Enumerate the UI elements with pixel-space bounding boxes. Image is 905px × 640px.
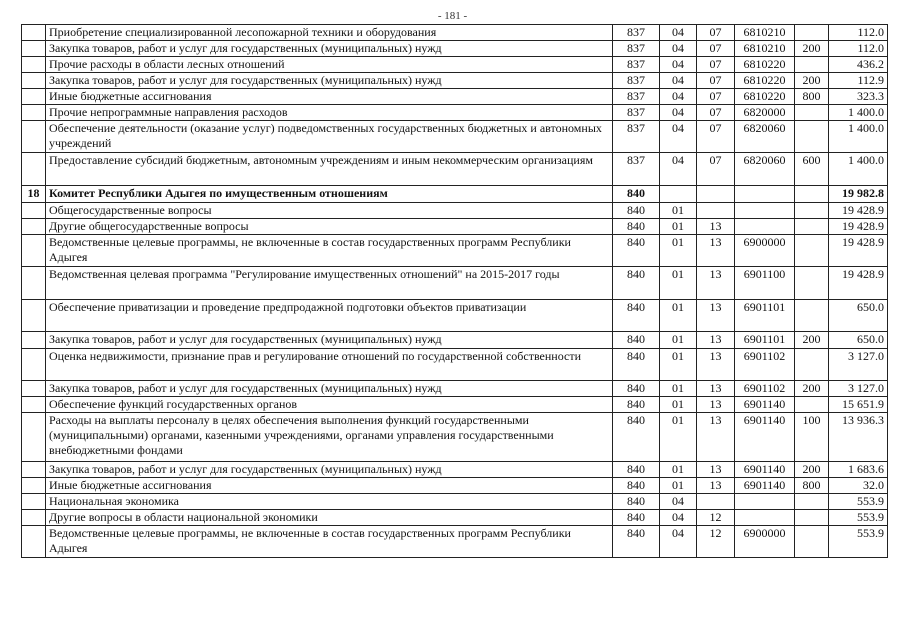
section-code-cell: 01	[660, 332, 697, 349]
amount-cell: 1 400.0	[829, 121, 888, 153]
target-article-code-cell: 6810220	[735, 89, 795, 105]
section-code-cell: 04	[660, 25, 697, 41]
department-code-cell: 840	[613, 397, 660, 413]
table-row	[22, 349, 888, 381]
amount-cell: 650.0	[829, 332, 888, 349]
expense-type-code-cell	[795, 235, 829, 267]
expense-type-code-cell	[795, 57, 829, 73]
subsection-code-cell: 13	[697, 219, 735, 235]
amount-cell: 19 428.9	[829, 203, 888, 219]
department-code-cell: 837	[613, 73, 660, 89]
table-row	[22, 89, 888, 105]
subsection-code-cell: 07	[697, 25, 735, 41]
row-number-cell	[22, 397, 46, 413]
expense-type-code-cell	[795, 300, 829, 332]
item-name-cell: Прочие расходы в области лесных отношений	[46, 57, 613, 73]
expense-type-code-cell: 800	[795, 89, 829, 105]
target-article-code-cell	[735, 219, 795, 235]
expense-type-code-cell	[795, 105, 829, 121]
amount-cell: 13 936.3	[829, 413, 888, 462]
amount-cell: 436.2	[829, 57, 888, 73]
row-number-cell	[22, 349, 46, 381]
amount-cell: 15 651.9	[829, 397, 888, 413]
expense-type-code-cell: 600	[795, 153, 829, 186]
expense-type-code-cell: 200	[795, 41, 829, 57]
table-row	[22, 332, 888, 349]
table-row	[22, 235, 888, 267]
table-row	[22, 153, 888, 186]
section-code-cell: 01	[660, 349, 697, 381]
expense-type-code-cell	[795, 397, 829, 413]
row-number-cell	[22, 41, 46, 57]
item-name-cell: Закупка товаров, работ и услуг для государственных (муниципальных) нужд	[46, 381, 613, 397]
row-number-cell	[22, 121, 46, 153]
table-row	[22, 462, 888, 478]
row-number-cell	[22, 235, 46, 267]
item-name-cell: Приобретение специализированной лесопожарной техники и оборудования	[46, 25, 613, 41]
amount-cell: 112.0	[829, 25, 888, 41]
subsection-code-cell: 07	[697, 41, 735, 57]
target-article-code-cell: 6900000	[735, 526, 795, 558]
item-name-cell: Закупка товаров, работ и услуг для государственных (муниципальных) нужд	[46, 41, 613, 57]
item-name-cell: Комитет Республики Адыгея по имущественным отношениям	[46, 186, 613, 203]
amount-cell: 323.3	[829, 89, 888, 105]
section-code-cell: 04	[660, 526, 697, 558]
subsection-code-cell: 07	[697, 105, 735, 121]
amount-cell: 1 400.0	[829, 153, 888, 186]
subsection-code-cell: 07	[697, 57, 735, 73]
subsection-code-cell	[697, 203, 735, 219]
item-name-cell: Расходы на выплаты персоналу в целях обеспечения выполнения функций государственными (муниципальными) органами, казенными учреждениями, органами управления государственными внебюджетными фондами	[46, 413, 613, 462]
section-code-cell: 01	[660, 413, 697, 462]
amount-cell: 553.9	[829, 494, 888, 510]
expense-type-code-cell	[795, 121, 829, 153]
section-code-cell: 01	[660, 203, 697, 219]
amount-cell: 650.0	[829, 300, 888, 332]
target-article-code-cell: 6901102	[735, 381, 795, 397]
section-code-cell: 04	[660, 57, 697, 73]
department-code-cell: 837	[613, 89, 660, 105]
expense-type-code-cell: 200	[795, 332, 829, 349]
section-code-cell: 01	[660, 478, 697, 494]
subsection-code-cell: 13	[697, 478, 735, 494]
target-article-code-cell: 6901140	[735, 397, 795, 413]
department-code-cell: 840	[613, 349, 660, 381]
department-code-cell: 837	[613, 41, 660, 57]
subsection-code-cell: 13	[697, 349, 735, 381]
department-code-cell: 840	[613, 526, 660, 558]
target-article-code-cell: 6901100	[735, 267, 795, 300]
expense-type-code-cell	[795, 203, 829, 219]
department-code-cell: 840	[613, 413, 660, 462]
target-article-code-cell: 6901101	[735, 300, 795, 332]
target-article-code-cell: 6820060	[735, 121, 795, 153]
subsection-code-cell: 12	[697, 510, 735, 526]
department-code-cell: 840	[613, 494, 660, 510]
section-code-cell: 01	[660, 267, 697, 300]
target-article-code-cell: 6810210	[735, 25, 795, 41]
table-row	[22, 105, 888, 121]
target-article-code-cell	[735, 510, 795, 526]
row-number-cell	[22, 57, 46, 73]
table-row	[22, 478, 888, 494]
item-name-cell: Национальная экономика	[46, 494, 613, 510]
expense-type-code-cell	[795, 25, 829, 41]
item-name-cell: Обеспечение функций государственных органов	[46, 397, 613, 413]
subsection-code-cell: 07	[697, 153, 735, 186]
section-code-cell: 04	[660, 494, 697, 510]
item-name-cell: Обеспечение деятельности (оказание услуг) подведомственных государственных бюджетных и автономных учреждений	[46, 121, 613, 153]
department-code-cell: 840	[613, 203, 660, 219]
subsection-code-cell: 13	[697, 332, 735, 349]
department-code-cell: 840	[613, 510, 660, 526]
section-code-cell: 04	[660, 510, 697, 526]
section-code-cell: 01	[660, 397, 697, 413]
item-name-cell: Прочие непрограммные направления расходов	[46, 105, 613, 121]
expense-type-code-cell	[795, 494, 829, 510]
target-article-code-cell	[735, 186, 795, 203]
row-number-cell	[22, 462, 46, 478]
row-number-cell	[22, 25, 46, 41]
department-code-cell: 837	[613, 105, 660, 121]
item-name-cell: Другие общегосударственные вопросы	[46, 219, 613, 235]
amount-cell: 1 683.6	[829, 462, 888, 478]
subsection-code-cell: 12	[697, 526, 735, 558]
target-article-code-cell: 6901101	[735, 332, 795, 349]
row-number-cell	[22, 332, 46, 349]
row-number-cell	[22, 73, 46, 89]
expense-type-code-cell: 200	[795, 381, 829, 397]
table-row	[22, 25, 888, 41]
row-number-cell	[22, 494, 46, 510]
target-article-code-cell: 6901140	[735, 478, 795, 494]
subsection-code-cell: 07	[697, 89, 735, 105]
department-code-cell: 840	[613, 267, 660, 300]
department-code-cell: 837	[613, 121, 660, 153]
budget-table	[21, 24, 888, 558]
department-code-cell: 840	[613, 300, 660, 332]
target-article-code-cell: 6901102	[735, 349, 795, 381]
section-code-cell: 01	[660, 235, 697, 267]
amount-cell: 19 428.9	[829, 235, 888, 267]
department-code-cell: 840	[613, 235, 660, 267]
section-code-cell: 04	[660, 89, 697, 105]
row-number-cell	[22, 219, 46, 235]
item-name-cell: Ведомственная целевая программа "Регулирование имущественных отношений" на 2015-2017 годы	[46, 267, 613, 300]
target-article-code-cell: 6901140	[735, 462, 795, 478]
amount-cell: 553.9	[829, 510, 888, 526]
table-row	[22, 510, 888, 526]
item-name-cell: Закупка товаров, работ и услуг для государственных (муниципальных) нужд	[46, 332, 613, 349]
department-code-cell: 840	[613, 462, 660, 478]
expense-type-code-cell: 800	[795, 478, 829, 494]
section-code-cell: 04	[660, 73, 697, 89]
amount-cell: 19 428.9	[829, 267, 888, 300]
item-name-cell: Общегосударственные вопросы	[46, 203, 613, 219]
item-name-cell: Закупка товаров, работ и услуг для государственных (муниципальных) нужд	[46, 462, 613, 478]
table-row	[22, 267, 888, 300]
target-article-code-cell: 6901140	[735, 413, 795, 462]
amount-cell: 553.9	[829, 526, 888, 558]
table-row	[22, 186, 888, 203]
subsection-code-cell: 07	[697, 121, 735, 153]
department-code-cell: 837	[613, 153, 660, 186]
department-code-cell: 840	[613, 332, 660, 349]
row-number-cell	[22, 300, 46, 332]
table-row	[22, 57, 888, 73]
row-number-cell: 18	[22, 186, 46, 203]
item-name-cell: Обеспечение приватизации и проведение предпродажной подготовки объектов приватизации	[46, 300, 613, 332]
section-code-cell: 01	[660, 300, 697, 332]
expense-type-code-cell	[795, 526, 829, 558]
amount-cell: 19 428.9	[829, 219, 888, 235]
row-number-cell	[22, 478, 46, 494]
section-code-cell: 04	[660, 153, 697, 186]
table-row	[22, 526, 888, 558]
section-code-cell: 04	[660, 121, 697, 153]
target-article-code-cell	[735, 203, 795, 219]
row-number-cell	[22, 381, 46, 397]
department-code-cell: 840	[613, 219, 660, 235]
subsection-code-cell	[697, 494, 735, 510]
expense-type-code-cell: 100	[795, 413, 829, 462]
section-code-cell	[660, 186, 697, 203]
page-number: - 181 -	[437, 10, 468, 22]
row-number-cell	[22, 267, 46, 300]
section-code-cell: 04	[660, 41, 697, 57]
expense-type-code-cell: 200	[795, 462, 829, 478]
row-number-cell	[22, 203, 46, 219]
section-code-cell: 01	[660, 381, 697, 397]
table-row	[22, 413, 888, 462]
table-row	[22, 494, 888, 510]
expense-type-code-cell	[795, 349, 829, 381]
item-name-cell: Предоставление субсидий бюджетным, автономным учреждениям и иным некоммерческим организациям	[46, 153, 613, 186]
item-name-cell: Ведомственные целевые программы, не включенные в состав государственных программ Республики Адыгея	[46, 526, 613, 558]
subsection-code-cell: 13	[697, 462, 735, 478]
department-code-cell: 837	[613, 25, 660, 41]
section-code-cell: 01	[660, 462, 697, 478]
row-number-cell	[22, 526, 46, 558]
item-name-cell: Ведомственные целевые программы, не включенные в состав государственных программ Республики Адыгея	[46, 235, 613, 267]
table-row	[22, 397, 888, 413]
table-row	[22, 219, 888, 235]
department-code-cell: 840	[613, 478, 660, 494]
row-number-cell	[22, 413, 46, 462]
section-code-cell: 04	[660, 105, 697, 121]
department-code-cell: 837	[613, 57, 660, 73]
amount-cell: 112.0	[829, 41, 888, 57]
table-row	[22, 203, 888, 219]
subsection-code-cell: 07	[697, 73, 735, 89]
amount-cell: 3 127.0	[829, 349, 888, 381]
target-article-code-cell: 6900000	[735, 235, 795, 267]
subsection-code-cell: 13	[697, 267, 735, 300]
row-number-cell	[22, 89, 46, 105]
amount-cell: 112.9	[829, 73, 888, 89]
target-article-code-cell	[735, 494, 795, 510]
target-article-code-cell: 6820060	[735, 153, 795, 186]
target-article-code-cell: 6810220	[735, 57, 795, 73]
target-article-code-cell: 6820000	[735, 105, 795, 121]
subsection-code-cell: 13	[697, 235, 735, 267]
table-row	[22, 121, 888, 153]
expense-type-code-cell: 200	[795, 73, 829, 89]
amount-cell: 19 982.8	[829, 186, 888, 203]
section-code-cell: 01	[660, 219, 697, 235]
subsection-code-cell: 13	[697, 300, 735, 332]
department-code-cell: 840	[613, 381, 660, 397]
table-row	[22, 300, 888, 332]
item-name-cell: Иные бюджетные ассигнования	[46, 89, 613, 105]
expense-type-code-cell	[795, 510, 829, 526]
subsection-code-cell: 13	[697, 397, 735, 413]
expense-type-code-cell	[795, 219, 829, 235]
subsection-code-cell	[697, 186, 735, 203]
item-name-cell: Закупка товаров, работ и услуг для государственных (муниципальных) нужд	[46, 73, 613, 89]
target-article-code-cell: 6810210	[735, 41, 795, 57]
table-row	[22, 73, 888, 89]
subsection-code-cell: 13	[697, 413, 735, 462]
row-number-cell	[22, 153, 46, 186]
amount-cell: 3 127.0	[829, 381, 888, 397]
item-name-cell: Оценка недвижимости, признание прав и регулирование отношений по государственной собственности	[46, 349, 613, 381]
expense-type-code-cell	[795, 186, 829, 203]
department-code-cell: 840	[613, 186, 660, 203]
target-article-code-cell: 6810220	[735, 73, 795, 89]
expense-type-code-cell	[795, 267, 829, 300]
item-name-cell: Другие вопросы в области национальной экономики	[46, 510, 613, 526]
row-number-cell	[22, 510, 46, 526]
subsection-code-cell: 13	[697, 381, 735, 397]
table-row	[22, 381, 888, 397]
table-row	[22, 41, 888, 57]
amount-cell: 1 400.0	[829, 105, 888, 121]
item-name-cell: Иные бюджетные ассигнования	[46, 478, 613, 494]
amount-cell: 32.0	[829, 478, 888, 494]
row-number-cell	[22, 105, 46, 121]
